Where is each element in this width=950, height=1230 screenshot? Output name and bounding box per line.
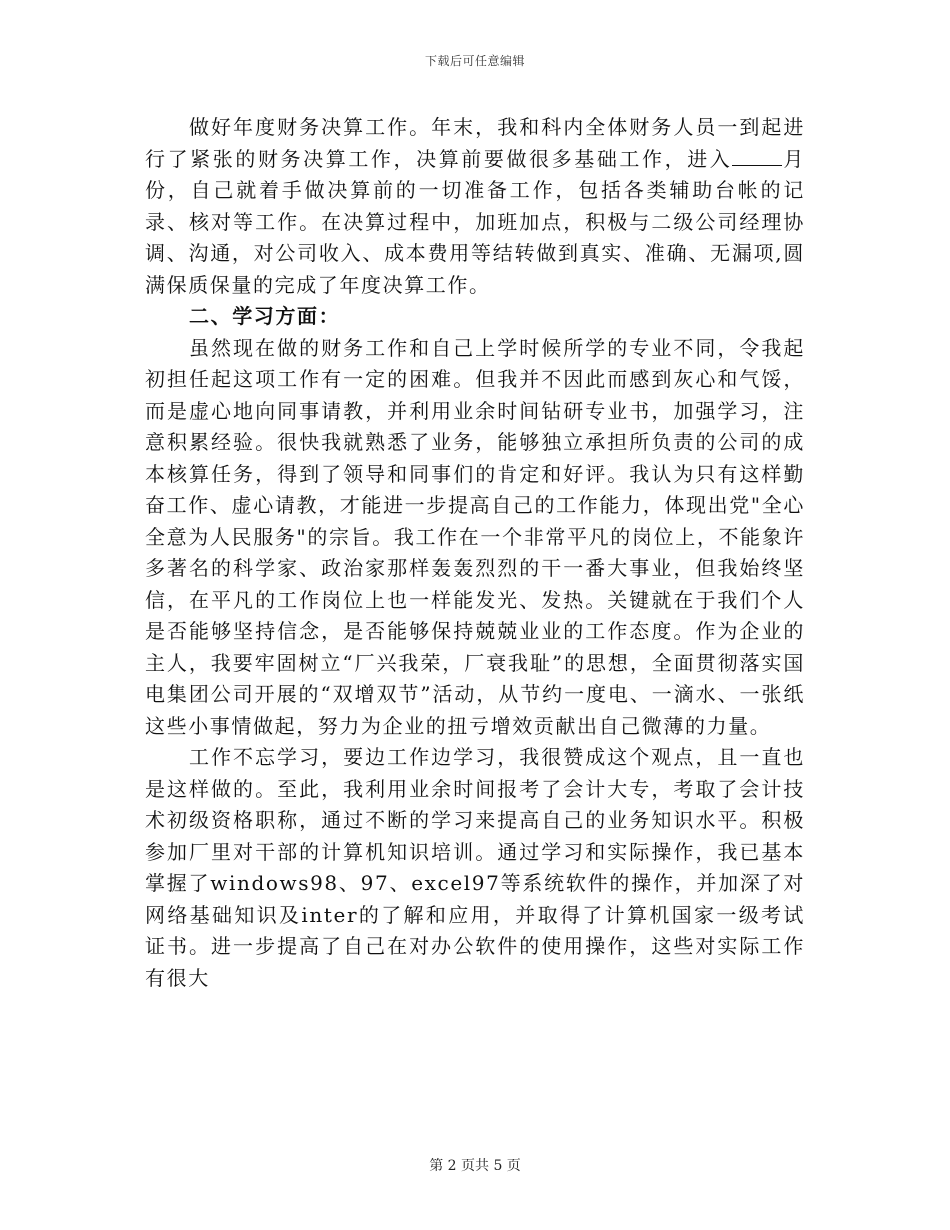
section-heading-study: 二、学习方面： (189, 304, 341, 328)
document-body (145, 112, 805, 994)
blank-fill-line (732, 147, 782, 166)
paragraph-work-and-learn: 工作不忘学习，要边工作边学习，我很赞成这个观点，且一直也是这样做的。至此，我利用业余时间报考了会计大专，考取了会计技术初级资格职称，通过不断的学习来提高自己的业务知识水平。积极参加厂里对干部的计算机知识培训。通过学习和实际操作，我已基本掌握了windows98、97、excel97等系统软件的操作，并加深了对网络基础知识及inter的了解和应用，并取得了计算机国家一级考试证书。进一步提高了自己在对办公软件的使用操作，这些对实际工作有很大 (145, 745, 805, 990)
paragraph-study-experience: 虽然现在做的财务工作和自己上学时候所学的专业不同，令我起初担任起这项工作有一定的困难。但我并不因此而感到灰心和气馁，而是虚心地向同事请教，并利用业余时间钻研专业书，加强学习，注意积累经验。很快我就熟悉了业务，能够独立承担所负责的公司的成本核算任务，得到了领导和同事们的肯定和好评。我认为只有这样勤奋工作、虚心请教，才能进一步提高自己的工作能力，体现出党"全心全意为人民服务"的宗旨。我工作在一个非常平凡的岗位上，不能象许多著名的科学家、政治家那样轰轰烈烈的干一番大事业，但我始终坚信，在平凡的工作岗位上也一样能发光、发热。关键就在于我们个人是否能够坚持信念，是否能够保持兢兢业业的工作态度。作为企业的主人，我要牢固树立“厂兴我荣，厂衰我耻”的思想，全面贯彻落实国电集团公司开展的“双增双节”活动，从节约一度电、一滴水、一张纸这些小事情做起，努力为企业的扭亏增效贡献出自己微薄的力量。 (145, 335, 805, 738)
page-footer: 第 2 页共 5 页 (429, 1158, 521, 1174)
page-header: 下载后可任意编辑 (424, 54, 525, 68)
paragraph-text: 月份，自己就着手做决算前的一切准备工作，包括各类辅助台帐的记录、核对等工作。在决算过程中，加班加点，积极与二级公司经理协调、沟通，对公司收入、成本费用等结转做到真实、准确、无漏项,圆满保质保量的完成了年度决算工作。 (145, 146, 805, 297)
paragraph-text: 做好年度财务决算工作。年末，我和科内全体财务人员一到起进行了紧张的财务决算工作，决算前要做很多基础工作，进入 (145, 115, 805, 171)
paragraph-year-end-accounts (145, 112, 805, 301)
